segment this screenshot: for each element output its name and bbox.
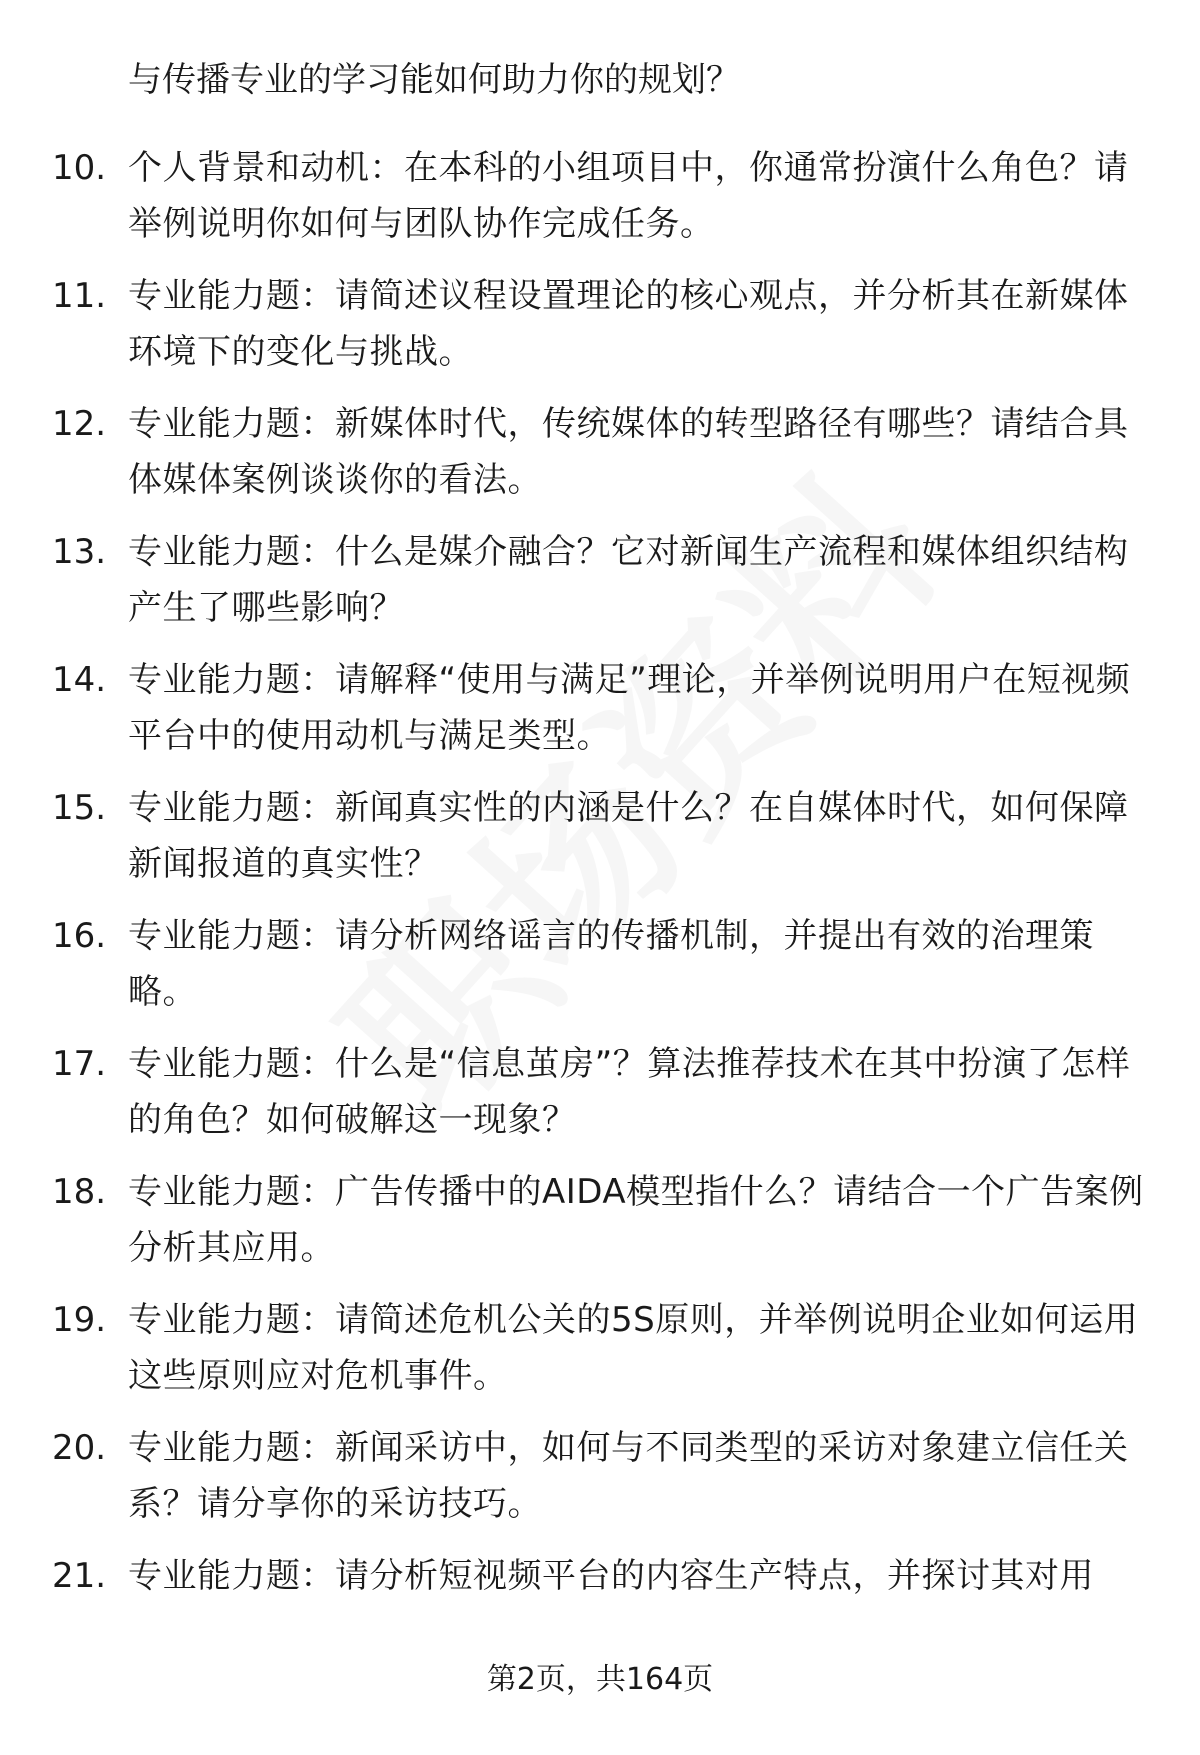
question-number: 10. [52, 148, 107, 188]
question-number: 15. [52, 788, 107, 828]
question-text: 专业能力题：请解释“使用与满足”理论，并举例说明用户在短视频平台中的使用动机与满足类型。 [128, 660, 1131, 756]
question-item [0, 1036, 1200, 1147]
question-item [0, 908, 1200, 1019]
question-text: 专业能力题：新媒体时代，传统媒体的转型路径有哪些？请结合具体媒体案例谈谈你的看法。 [128, 404, 1129, 500]
question-number: 21. [52, 1556, 107, 1596]
question-text: 专业能力题：什么是“信息茧房”？算法推荐技术在其中扮演了怎样的角色？如何破解这一现象？ [128, 1044, 1131, 1140]
question-number: 14. [52, 660, 107, 700]
question-number: 16. [52, 916, 107, 956]
question-item [0, 1420, 1200, 1531]
question-item [0, 396, 1200, 507]
question-text: 个人背景和动机：在本科的小组项目中，你通常扮演什么角色？请举例说明你如何与团队协作完成任务。 [128, 148, 1129, 244]
question-text: 专业能力题：请分析短视频平台的内容生产特点，并探讨其对用 [128, 1556, 1094, 1596]
question-list [0, 140, 1200, 1676]
question-number: 20. [52, 1428, 107, 1468]
question-item [0, 1292, 1200, 1403]
question-text: 专业能力题：广告传播中的AIDA模型指什么？请结合一个广告案例分析其应用。 [128, 1172, 1144, 1268]
question-number: 13. [52, 532, 107, 572]
question-item [0, 1548, 1200, 1659]
question-text: 专业能力题：请简述议程设置理论的核心观点，并分析其在新媒体环境下的变化与挑战。 [128, 276, 1129, 372]
question-number: 18. [52, 1172, 107, 1212]
question-item [0, 780, 1200, 891]
question-text: 专业能力题：什么是媒介融合？它对新闻生产流程和媒体组织结构产生了哪些影响？ [128, 532, 1129, 628]
question-number: 17. [52, 1044, 107, 1084]
question-number: 19. [52, 1300, 107, 1340]
page-footer: 第2页，共164页 [486, 1662, 714, 1697]
question-number: 12. [52, 404, 107, 444]
question-item [0, 140, 1200, 251]
continuation-text: 与传播专业的学习能如何助力你的规划？ [128, 60, 740, 100]
question-text: 专业能力题：请简述危机公关的5S原则，并举例说明企业如何运用这些原则应对危机事件。 [128, 1300, 1139, 1396]
question-text: 专业能力题：新闻真实性的内涵是什么？在自媒体时代，如何保障新闻报道的真实性？ [128, 788, 1129, 884]
question-text: 专业能力题：请分析网络谣言的传播机制，并提出有效的治理策略。 [128, 916, 1094, 1012]
question-number: 11. [52, 276, 107, 316]
question-item [0, 1164, 1200, 1275]
question-text: 专业能力题：新闻采访中，如何与不同类型的采访对象建立信任关系？请分享你的采访技巧。 [128, 1428, 1129, 1524]
question-item [0, 652, 1200, 763]
question-item [0, 524, 1200, 635]
question-item [0, 268, 1200, 379]
